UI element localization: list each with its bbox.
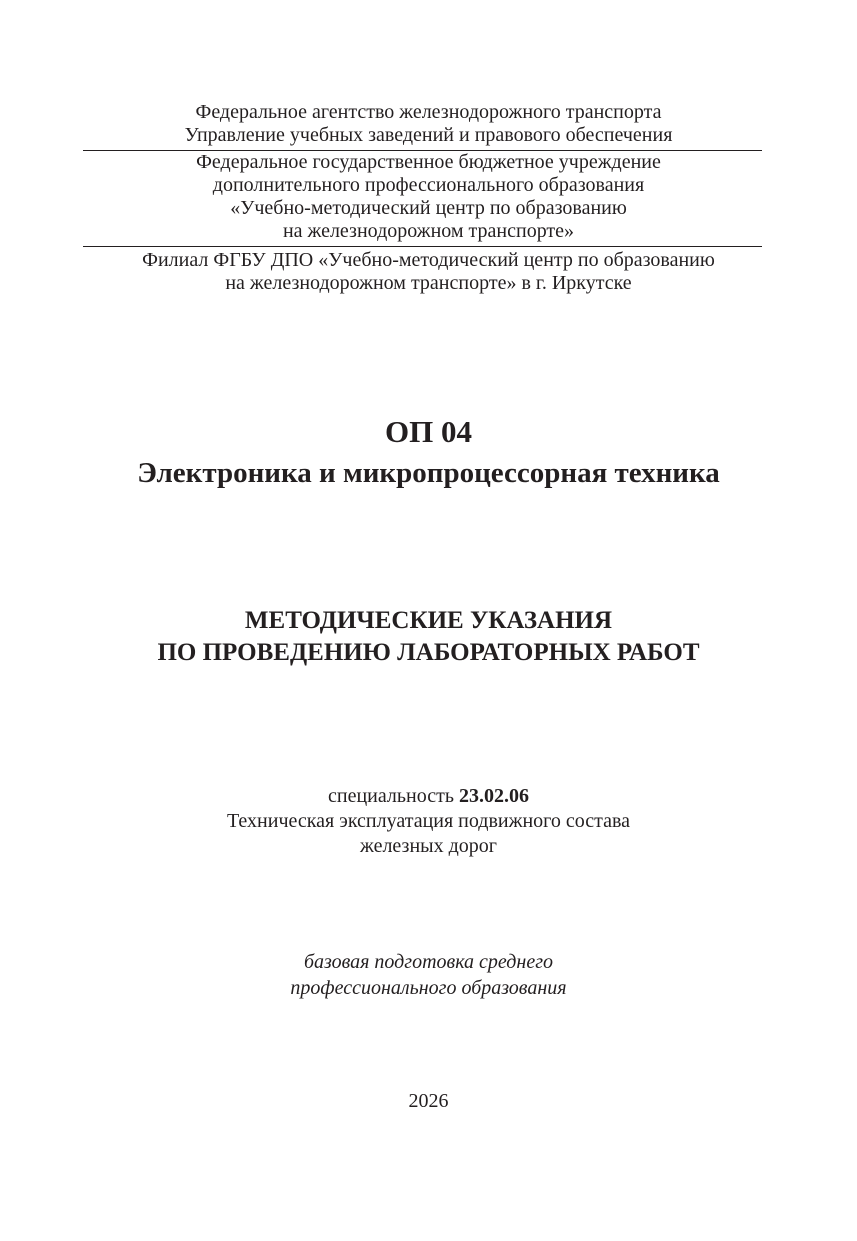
institution-header [0, 151, 857, 243]
institution-line: «Учебно-методический центр по образованию [230, 197, 627, 219]
education-level-line: базовая подготовка среднего [303, 951, 554, 973]
specialty-block [0, 784, 857, 859]
publication-year: 2026 [408, 1090, 449, 1112]
course-code: ОП 04 [385, 414, 472, 449]
header-divider-bottom [83, 246, 762, 247]
specialty-name-line: железных дорог [360, 835, 497, 857]
document-title-line: МЕТОДИЧЕСКИЕ УКАЗАНИЯ [244, 607, 613, 634]
institution-line: дополнительного профессионального образования [212, 174, 645, 196]
branch-line: на железнодорожном транспорте» в г. Иркутске [225, 272, 632, 294]
document-title [0, 605, 857, 669]
agency-line: Федеральное агентство железнодорожного транспорта [195, 101, 662, 123]
specialty-name-line: Техническая эксплуатация подвижного состава [226, 810, 631, 832]
education-level [0, 949, 857, 1001]
document-title-line: ПО ПРОВЕДЕНИЮ ЛАБОРАТОРНЫХ РАБОТ [157, 639, 700, 666]
education-level-line: профессионального образования [290, 977, 567, 999]
specialty-code-line [0, 784, 857, 809]
institution-line: на железнодорожном транспорте» [282, 220, 575, 242]
branch-header [0, 249, 857, 295]
agency-department-line: Управление учебных заведений и правового обеспечения [184, 124, 673, 146]
agency-header [0, 101, 857, 147]
specialty-code: 23.02.06 [458, 785, 529, 807]
specialty-prefix: специальность [328, 785, 454, 807]
branch-line: Филиал ФГБУ ДПО «Учебно-методический центр по образованию [142, 249, 715, 271]
institution-line: Федеральное государственное бюджетное учреждение [196, 151, 661, 173]
course-name: Электроника и микропроцессорная техника [137, 457, 720, 489]
